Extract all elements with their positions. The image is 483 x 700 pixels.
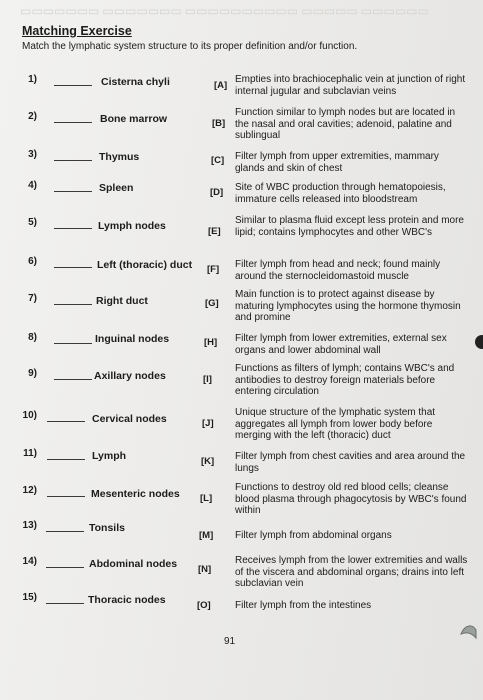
item-number: 8) bbox=[28, 332, 37, 343]
answer-blank[interactable] bbox=[46, 567, 84, 568]
answer-blank[interactable] bbox=[54, 343, 92, 344]
structure-term: Tonsils bbox=[89, 522, 125, 534]
structure-term: Left (thoracic) duct bbox=[97, 259, 193, 271]
structure-term: Bone marrow bbox=[100, 113, 168, 125]
definition-text: Filter lymph from chest cavities and area around the lungs bbox=[235, 451, 466, 474]
definition-letter: [K] bbox=[201, 456, 215, 467]
answer-blank[interactable] bbox=[46, 531, 84, 532]
instructions: Match the lymphatic system structure to its proper definition and/or function. bbox=[22, 41, 358, 52]
item-number: 3) bbox=[28, 149, 37, 160]
structure-term: Lymph bbox=[92, 450, 127, 462]
answer-blank[interactable] bbox=[54, 85, 92, 86]
item-number: 4) bbox=[28, 180, 37, 191]
answer-blank[interactable] bbox=[54, 304, 92, 305]
structure-term: Abdominal nodes bbox=[89, 558, 178, 570]
definition-text: Receives lymph from the lower extremities and walls of the viscera and abdominal organs; drains into left subclavian vein bbox=[235, 555, 468, 589]
structure-term: Thymus bbox=[99, 151, 140, 163]
answer-blank[interactable] bbox=[54, 267, 92, 268]
answer-blank[interactable] bbox=[54, 228, 92, 229]
binder-clip-shadow bbox=[475, 335, 483, 349]
definition-letter: [G] bbox=[205, 298, 219, 309]
answer-blank[interactable] bbox=[47, 496, 85, 497]
item-number: 11) bbox=[23, 448, 37, 459]
structure-term: Thoracic nodes bbox=[88, 594, 166, 606]
definition-letter: [O] bbox=[197, 600, 211, 611]
answer-blank[interactable] bbox=[46, 603, 84, 604]
definition-letter: [E] bbox=[208, 226, 221, 237]
definition-text: Filter lymph from lower extremities, external sex organs and lower abdominal wall bbox=[235, 333, 447, 356]
page-number: 91 bbox=[224, 636, 236, 647]
definition-text: Functions to destroy old red blood cells; cleanse blood plasma through phagocytosis by WBC's found within bbox=[235, 482, 467, 516]
definition-letter: [C] bbox=[211, 155, 225, 166]
definition-text: Function similar to lymph nodes but are located in the nasal and oral cavities; adenoid, palatine and sublingual bbox=[235, 107, 456, 141]
definition-letter: [A] bbox=[214, 80, 228, 91]
structure-term: Axillary nodes bbox=[94, 370, 166, 382]
definition-text: Functions as filters of lymph; contains WBC's and antibodies to destroy foreign materials before entering circulation bbox=[235, 363, 455, 397]
definition-letter: [F] bbox=[207, 264, 220, 275]
definition-letter: [I] bbox=[203, 374, 212, 385]
definition-text: Main function is to protect against disease by maturing lymphocytes using the hormone thymosin and promine bbox=[235, 289, 461, 323]
structure-term: Cisterna chyli bbox=[101, 76, 170, 88]
structure-term: Inguinal nodes bbox=[95, 333, 170, 345]
definition-text: Unique structure of the lymphatic system that aggregates all lymph from lower body before merging with the left (thoracic) duct bbox=[235, 407, 436, 441]
definition-text: Filter lymph from head and neck; found mainly around the sternocleidomastoid muscle bbox=[235, 259, 441, 282]
definition-letter: [N] bbox=[198, 564, 212, 575]
definition-text: Filter lymph from abdominal organs bbox=[235, 530, 392, 541]
page-curl-icon bbox=[457, 620, 479, 642]
answer-blank[interactable] bbox=[47, 459, 85, 460]
definition-letter: [H] bbox=[204, 337, 218, 348]
definition-text: Filter lymph from upper extremities, mammary glands and skin of chest bbox=[235, 151, 439, 174]
definition-letter: [M] bbox=[199, 530, 214, 541]
answer-blank[interactable] bbox=[47, 421, 85, 422]
answer-blank[interactable] bbox=[54, 122, 92, 123]
answer-blank[interactable] bbox=[54, 160, 92, 161]
item-number: 1) bbox=[28, 74, 37, 85]
page-title: Matching Exercise bbox=[22, 24, 132, 38]
definition-text: Similar to plasma fluid except less protein and more lipid; contains lymphocytes and other WBC's bbox=[235, 215, 464, 238]
item-number: 10) bbox=[22, 410, 37, 421]
item-number: 6) bbox=[28, 256, 37, 267]
answer-blank[interactable] bbox=[54, 379, 92, 380]
definition-letter: [L] bbox=[200, 493, 213, 504]
structure-term: Cervical nodes bbox=[92, 413, 167, 425]
item-number: 13) bbox=[22, 520, 37, 531]
item-number: 7) bbox=[28, 293, 37, 304]
definition-letter: [J] bbox=[202, 418, 214, 429]
structure-term: Lymph nodes bbox=[98, 220, 166, 232]
structure-term: Mesenteric nodes bbox=[91, 488, 180, 500]
definition-letter: [B] bbox=[212, 118, 226, 129]
definition-text: Filter lymph from the intestines bbox=[235, 600, 372, 611]
item-number: 9) bbox=[28, 368, 37, 379]
answer-blank[interactable] bbox=[54, 191, 92, 192]
bleed-through: ▭▭▭▭▭▭▭ ▭▭▭▭▭▭▭ ▭▭▭▭▭▭▭▭▭▭ ▭▭▭▭▭ ▭▭▭▭▭▭ bbox=[20, 4, 429, 18]
item-number: 12) bbox=[22, 485, 37, 496]
structure-term: Right duct bbox=[96, 295, 148, 307]
item-number: 14) bbox=[22, 556, 37, 567]
definition-text: Site of WBC production through hematopoiesis, immature cells released into bloodstream bbox=[235, 182, 446, 205]
definition-letter: [D] bbox=[210, 187, 224, 198]
item-number: 5) bbox=[28, 217, 37, 228]
definition-text: Empties into brachiocephalic vein at junction of right internal jugular and subclavian veins bbox=[235, 74, 466, 97]
item-number: 15) bbox=[22, 592, 37, 603]
structure-term: Spleen bbox=[99, 182, 134, 194]
item-number: 2) bbox=[28, 111, 37, 122]
